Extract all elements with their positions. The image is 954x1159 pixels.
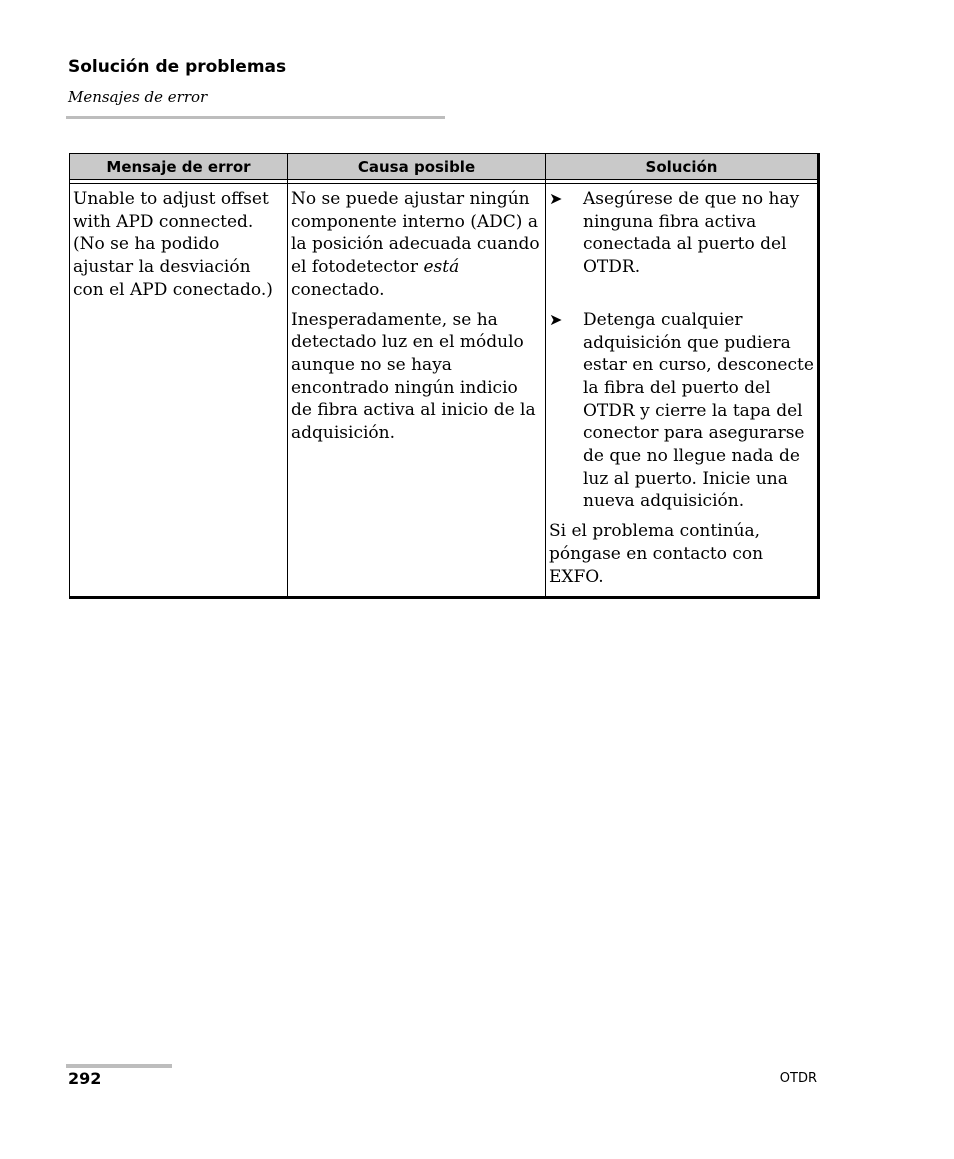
page-number: 292 <box>68 1069 102 1088</box>
footer-product-name: OTDR <box>779 1071 817 1086</box>
error-message-text: Unable to adjust offset with APD connected. (No se ha podido ajustar la desviación con el APD conectado.) <box>73 189 273 300</box>
section-title: Solución de problemas <box>68 57 287 77</box>
cause-1-emphasis: está <box>423 257 460 278</box>
table-row <box>70 184 819 598</box>
solution-bullet-item <box>549 188 814 279</box>
section-subtitle: Mensajes de error <box>68 88 208 106</box>
column-header-error-message: Mensaje de error <box>70 154 288 180</box>
solution-bullet-item <box>549 309 814 513</box>
possible-cause-cell <box>288 184 546 598</box>
cause-1-before: No se puede ajustar ningún componente interno (ADC) a la posición adecuada cuando el fotodetector <box>291 189 540 278</box>
column-header-solution: Solución <box>546 154 819 180</box>
footer-divider <box>66 1064 172 1068</box>
solution-cell <box>546 184 819 598</box>
arrow-bullet-icon: ➤ <box>549 309 563 329</box>
arrow-bullet-icon: ➤ <box>549 189 563 208</box>
error-table-container <box>69 153 818 599</box>
column-header-possible-cause: Causa posible <box>288 154 546 180</box>
cause-paragraph-2: Inesperadamente, se ha detectado luz en el módulo aunque no se haya encontrado ningún indicio de fibra activa al inicio de la adquisición. <box>291 309 536 444</box>
solution-bullet-text: Detenga cualquier adquisición que pudiera estar en curso, desconecte la fibra del puerto del OTDR y cierre la tapa del conector para asegurarse de que no llegue nada de luz al puerto. Inicie una nueva adquisición. <box>583 309 814 512</box>
cause-1-after: conectado. <box>291 279 385 300</box>
error-message-cell <box>70 184 288 598</box>
table-header-row <box>70 154 819 180</box>
solution-closing-note: Si el problema continúa, póngase en contacto con EXFO. <box>549 521 764 587</box>
error-messages-table <box>69 153 820 599</box>
cause-paragraph-1 <box>291 188 542 302</box>
header-divider <box>66 116 445 119</box>
solution-bullet-text: Asegúrese de que no hay ninguna fibra activa conectada al puerto del OTDR. <box>583 189 800 278</box>
